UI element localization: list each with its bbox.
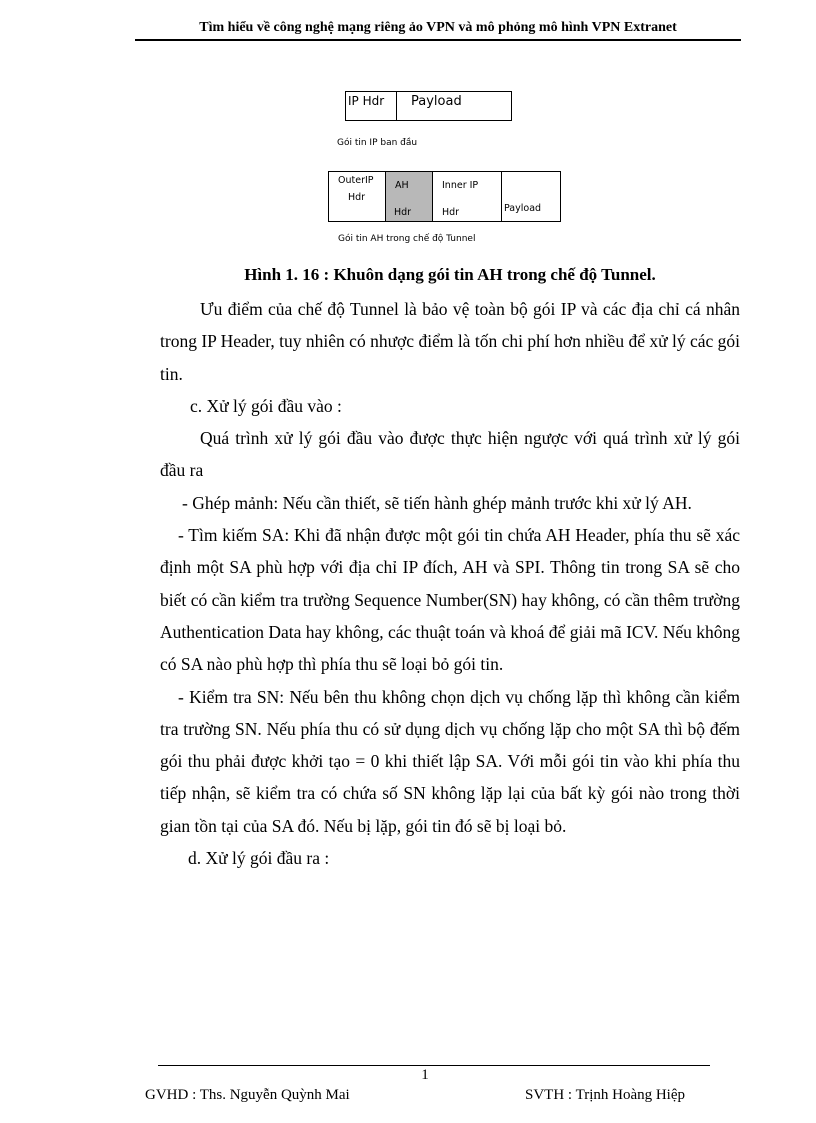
body-text bbox=[160, 293, 740, 874]
outer-ip-hdr-cell bbox=[328, 171, 386, 222]
payload-label: Payload bbox=[411, 94, 462, 109]
footer-student: SVTH : Trịnh Hoàng Hiệp bbox=[525, 1087, 686, 1103]
ip-hdr-cell bbox=[345, 91, 397, 121]
tunnel-payload-cell bbox=[501, 171, 561, 222]
ah-label: AH bbox=[395, 180, 409, 191]
outer-ip-label: OuterIP bbox=[338, 175, 374, 186]
inner-ip-hdr-cell bbox=[432, 171, 502, 222]
figure-title: Hình 1. 16 : Khuôn dạng gói tin AH trong chế độ Tunnel. bbox=[244, 265, 656, 284]
paragraph-sn-check: - Kiểm tra SN: Nếu bên thu không chọn dịch vụ chống lặp thì không cần kiểm tra trường SN. Nếu phía thu có sử dụng dịch vụ chống lặp cho một SA thì bộ đếm gói thu phải được khởi tạo = 0 khi thiết lập SA. Với mỗi gói tin vào khi phía thu tiếp nhận, sẽ kiểm tra có chứa số SN không lặp lại của bất kỳ gói nào trong thời gian tồn tại của SA đó. Nếu bị lặp, gói tin đó sẽ bị loại bỏ. bbox=[160, 686, 740, 836]
paragraph-input-processing: Quá trình xử lý gói đầu vào được thực hiện ngược với quá trình xử lý gói đầu ra bbox=[160, 428, 740, 481]
tunnel-packet-caption: Gói tin AH trong chế độ Tunnel bbox=[338, 234, 476, 244]
outer-ip-hdr-label: Hdr bbox=[348, 192, 366, 203]
inner-ip-hdr-label: Hdr bbox=[442, 207, 460, 218]
footer-instructor: GVHD : Ths. Nguyễn Quỳnh Mai bbox=[145, 1087, 350, 1103]
page-number: 1 bbox=[421, 1067, 429, 1083]
ah-hdr-cell bbox=[385, 171, 433, 222]
footer-rule bbox=[158, 1065, 710, 1066]
paragraph-reassembly: - Ghép mảnh: Nếu cần thiết, sẽ tiến hành ghép mảnh trước khi xử lý AH. bbox=[182, 492, 692, 513]
tunnel-payload-label: Payload bbox=[504, 203, 542, 214]
heading-output-processing: d. Xử lý gói đầu ra : bbox=[188, 848, 330, 869]
ah-hdr-label: Hdr bbox=[394, 207, 412, 218]
heading-input-processing: c. Xử lý gói đầu vào : bbox=[190, 395, 342, 416]
page-header-title: Tìm hiểu về công nghệ mạng riêng ảo VPN và mô phỏng mô hình VPN Extranet bbox=[199, 20, 677, 35]
paragraph-tunnel-advantages: Ưu điểm của chế độ Tunnel là bảo vệ toàn bộ gói IP và các địa chỉ cá nhân trong IP Header, tuy nhiên có nhược điểm là tốn chi phí hơn nhiều để xử lý các gói tin. bbox=[160, 299, 740, 384]
paragraph-sa-lookup: - Tìm kiếm SA: Khi đã nhận được một gói tin chứa AH Header, phía thu sẽ xác định một SA phù hợp với địa chỉ IP đích, AH và SPI. Thông tin trong SA sẽ cho biết có cần kiểm tra trường Sequence Number(SN) hay không, có cần thêm trường Authentication Data hay không, các thuật toán và khoá để giải mã ICV. Nếu không có SA nào phù hợp thì phía thu sẽ loại bỏ gói tin. bbox=[160, 525, 740, 675]
inner-ip-label: Inner IP bbox=[442, 180, 479, 191]
original-packet-caption: Gói tin IP ban đầu bbox=[337, 138, 418, 148]
ip-hdr-label: IP Hdr bbox=[348, 94, 385, 108]
payload-cell bbox=[396, 91, 512, 121]
ah-tunnel-figure bbox=[0, 0, 816, 260]
